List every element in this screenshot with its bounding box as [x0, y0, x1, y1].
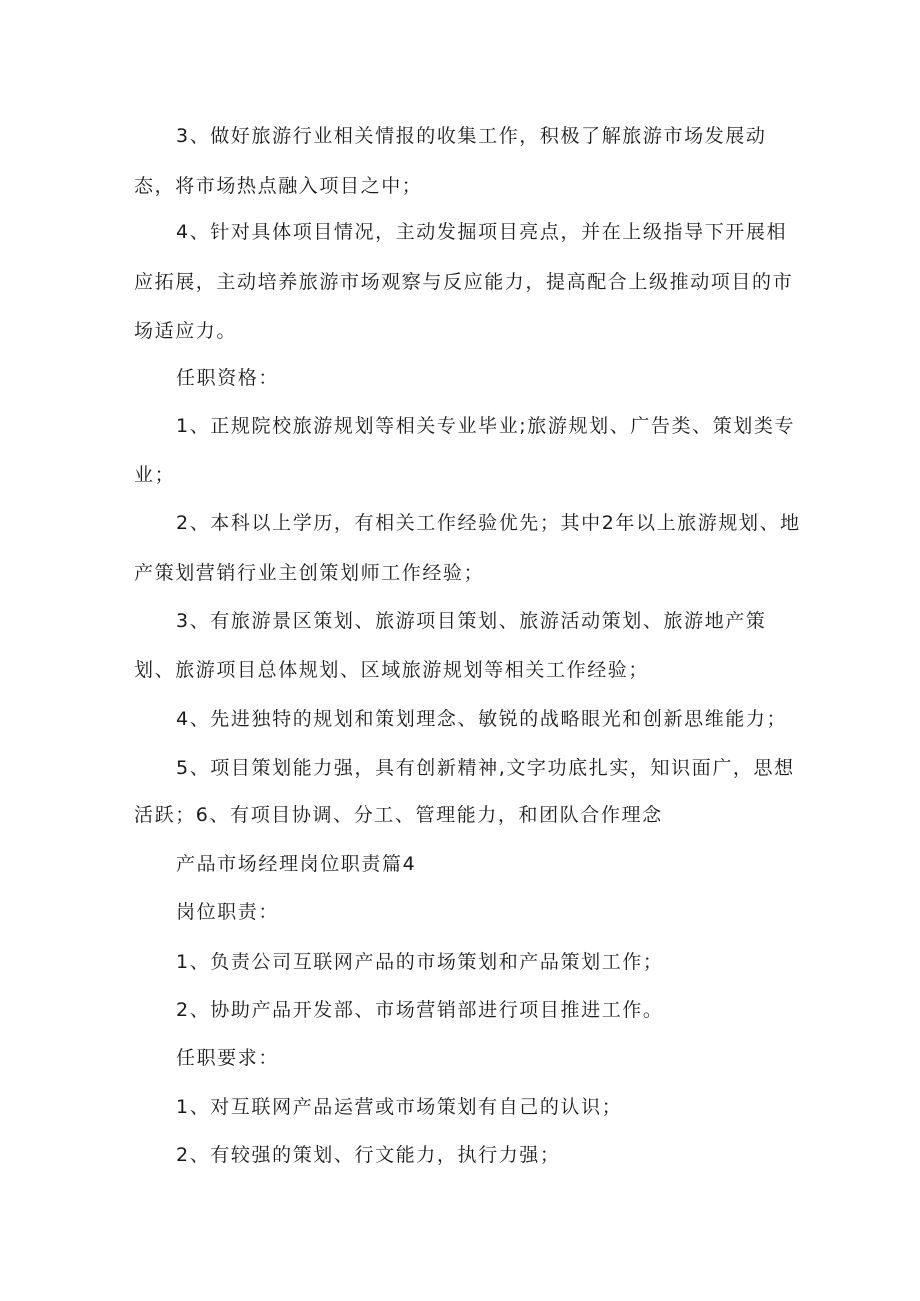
paragraph-line: 业；: [134, 464, 176, 486]
section-title: 产品市场经理岗位职责篇4: [176, 853, 417, 875]
paragraph-line: 5、项目策划能力强，具有创新精神,文字功底扎实，知识面广，思想: [176, 757, 795, 779]
paragraph-line: 应拓展，主动培养旅游市场观察与反应能力，提高配合上级推动项目的市: [134, 271, 794, 293]
paragraph-line: 产策划营销行业主创策划师工作经验；: [134, 562, 485, 584]
paragraph-line: 2、协助产品开发部、市场营销部进行项目推进工作。: [176, 999, 664, 1021]
paragraph-line: 场适应力。: [134, 320, 238, 342]
paragraph-line: 1、对互联网产品运营或市场策划有自己的认识；: [176, 1096, 623, 1118]
paragraph-line: 1、正规院校旅游规划等相关专业毕业;旅游规划、广告类、策划类专: [176, 415, 796, 437]
paragraph-line: 1、负责公司互联网产品的市场策划和产品策划工作；: [176, 951, 664, 973]
section-heading: 任职资格：: [176, 367, 280, 389]
section-heading: 任职要求：: [176, 1047, 280, 1069]
paragraph-line: 活跃；6、有项目协调、分工、管理能力，和团队合作理念: [134, 804, 663, 826]
paragraph-line: 4、针对具体项目情况，主动发掘项目亮点，并在上级指导下开展相: [176, 221, 788, 243]
paragraph-line: 2、有较强的策划、行文能力，执行力强；: [176, 1144, 561, 1166]
paragraph-line: 3、做好旅游行业相关情报的收集工作，积极了解旅游市场发展动: [176, 125, 767, 147]
paragraph-line: 2、本科以上学历，有相关工作经验优先；其中2年以上旅游规划、地: [176, 512, 801, 534]
paragraph-line: 4、先进独特的规划和策划理念、敏锐的战略眼光和创新思维能力；: [176, 708, 788, 730]
paragraph-line: 划、旅游项目总体规划、区域旅游规划等相关工作经验；: [134, 659, 650, 681]
section-heading: 岗位职责：: [176, 901, 280, 923]
paragraph-line: 3、有旅游景区策划、旅游项目策划、旅游活动策划、旅游地产策: [176, 610, 767, 632]
paragraph-line: 态，将市场热点融入项目之中；: [134, 175, 423, 197]
